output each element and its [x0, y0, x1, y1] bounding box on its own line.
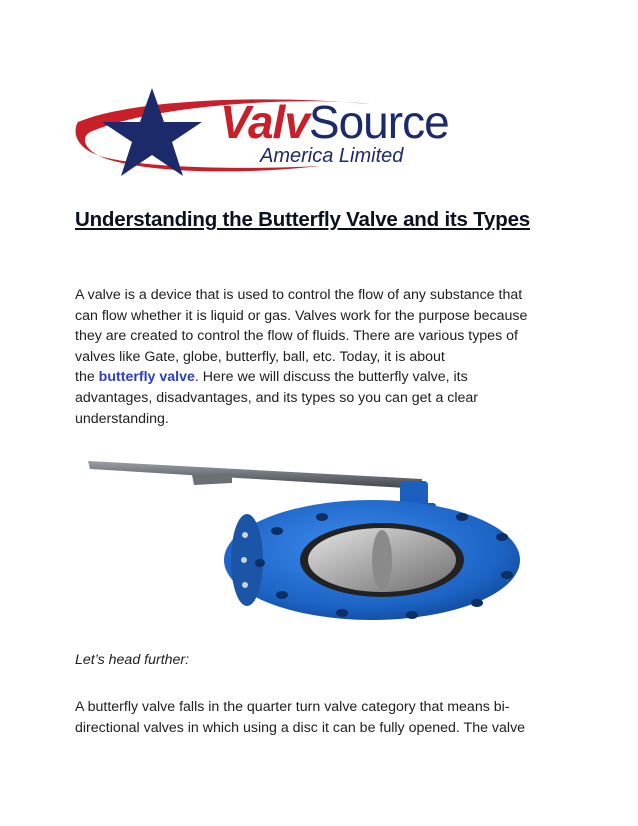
intro-paragraph: [75, 285, 565, 429]
company-logo: [70, 82, 540, 178]
valvsource-logo-graphic: [70, 82, 540, 178]
intro-line-6: advantages, disadvantages, and its types so you can get a clear: [75, 389, 479, 406]
intro-line-7: understanding.: [75, 410, 169, 427]
body-paragraph: [75, 697, 565, 738]
butterfly-valve-link[interactable]: butterfly valve: [98, 369, 195, 386]
intro-line-2: can flow whether it is liquid or gas. Valves work for the purpose because: [75, 307, 528, 324]
svg-text:ValvSource: [220, 96, 449, 148]
page-title: Understanding the Butterfly Valve and its Types: [75, 208, 530, 231]
logo-brand-part2: Source: [308, 96, 449, 148]
intro-line-4: valves like Gate, globe, butterfly, ball, etc. Today, it is about: [75, 348, 445, 365]
body-line-1: A butterfly valve falls in the quarter turn valve category that means bi-: [75, 699, 510, 715]
section-subheading: Let’s head further:: [75, 652, 190, 668]
logo-subtitle: America Limited: [260, 145, 404, 167]
valve-illustration: [82, 455, 522, 625]
intro-line-5: the butterfly valve. Here we will discuss the butterfly valve, its: [75, 369, 468, 386]
body-line-2: directional valves in which using a disc it can be fully opened. The valve: [75, 719, 526, 736]
logo-brand-part1: Valv: [220, 96, 309, 148]
butterfly-valve-image: [82, 455, 522, 625]
intro-line-1: A valve is a device that is used to control the flow of any substance that: [75, 287, 523, 303]
intro-line-3: they are created to control the flow of fluids. There are various types of: [75, 328, 518, 345]
